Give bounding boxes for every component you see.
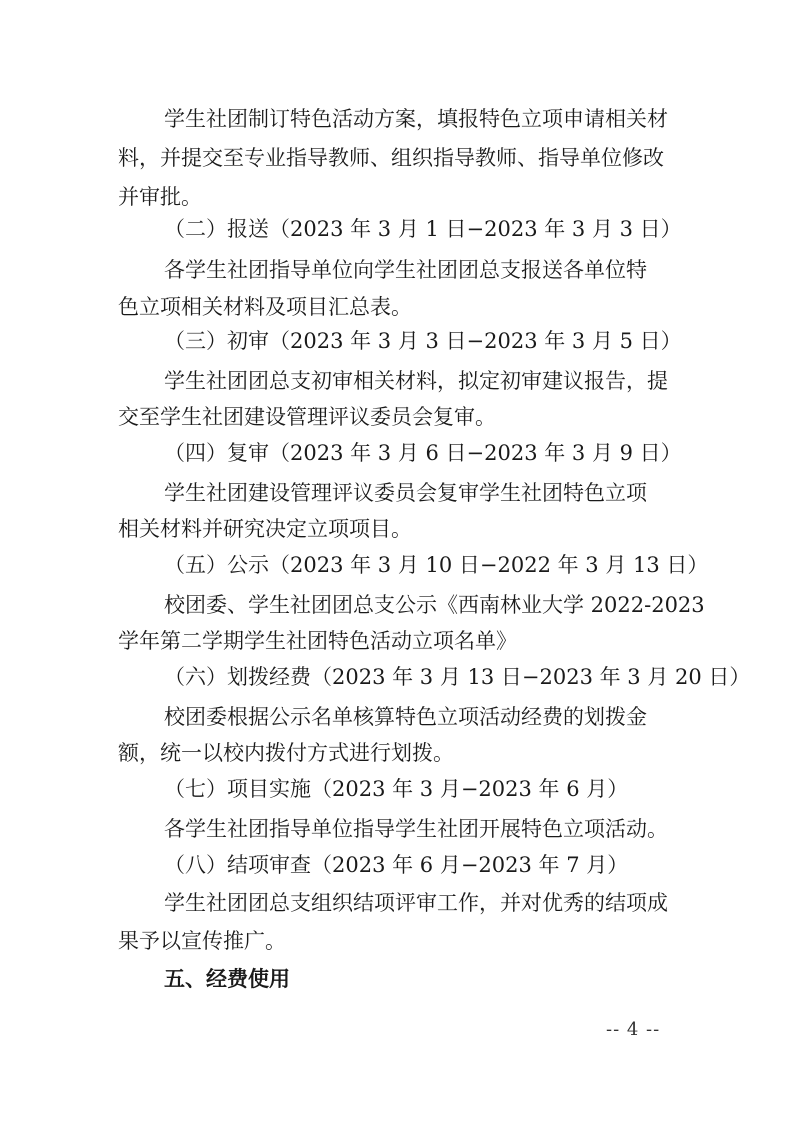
section-heading-funding-allocation: （六）划拨经费（2023 年 3 月 13 日−2023 年 3 月 20 日） (164, 665, 751, 689)
paragraph-line: 学生社团团总支组织结项评审工作，并对优秀的结项成 (164, 891, 668, 915)
paragraph-line: 料，并提交至专业指导教师、组织指导教师、指导单位修改 (118, 146, 664, 170)
paragraph-line: 额，统一以校内拨付方式进行划拨。 (118, 741, 454, 765)
paragraph-line: 校团委、学生社团团总支公示《西南林业大学 2022-2023 (164, 593, 705, 617)
paragraph-line: 色立项相关材料及项目汇总表。 (118, 295, 412, 319)
paragraph-line: 交至学生社团建设管理评议委员会复审。 (118, 405, 496, 429)
page-number: -- 4 -- (606, 1019, 661, 1040)
section-heading-publicity: （五）公示（2023 年 3 月 10 日−2022 年 3 月 13 日） (164, 553, 709, 577)
paragraph-line: 各学生社团指导单位向学生社团团总支报送各单位特 (164, 258, 647, 282)
section-heading-submit: （二）报送（2023 年 3 月 1 日−2023 年 3 月 3 日） (164, 217, 682, 241)
paragraph-line: 学生社团建设管理评议委员会复审学生社团特色立项 (164, 481, 647, 505)
paragraph-line: 果予以宣传推广。 (118, 929, 286, 953)
paragraph-line: 并审批。 (118, 185, 202, 209)
section-heading-implementation: （七）项目实施（2023 年 3 月−2023 年 6 月） (164, 777, 629, 801)
paragraph-line: 学生社团制订特色活动方案，填报特色立项申请相关材 (164, 107, 668, 131)
section-heading-second-review: （四）复审（2023 年 3 月 6 日−2023 年 3 月 9 日） (164, 441, 682, 465)
paragraph-line: 学年第二学期学生社团特色活动立项名单》 (118, 629, 517, 653)
paragraph-line: 学生社团团总支初审相关材料，拟定初审建议报告，提 (164, 369, 668, 393)
section-heading-completion-review: （八）结项审查（2023 年 6 月−2023 年 7 月） (164, 853, 629, 877)
paragraph-line: 相关材料并研究决定立项项目。 (118, 517, 412, 541)
paragraph-line: 校团委根据公示名单核算特色立项活动经费的划拨金 (164, 705, 647, 729)
paragraph-line: 各学生社团指导单位指导学生社团开展特色立项活动。 (164, 817, 668, 841)
section-title-funding-usage: 五、经费使用 (164, 967, 290, 991)
section-heading-initial-review: （三）初审（2023 年 3 月 3 日−2023 年 3 月 5 日） (164, 329, 682, 353)
